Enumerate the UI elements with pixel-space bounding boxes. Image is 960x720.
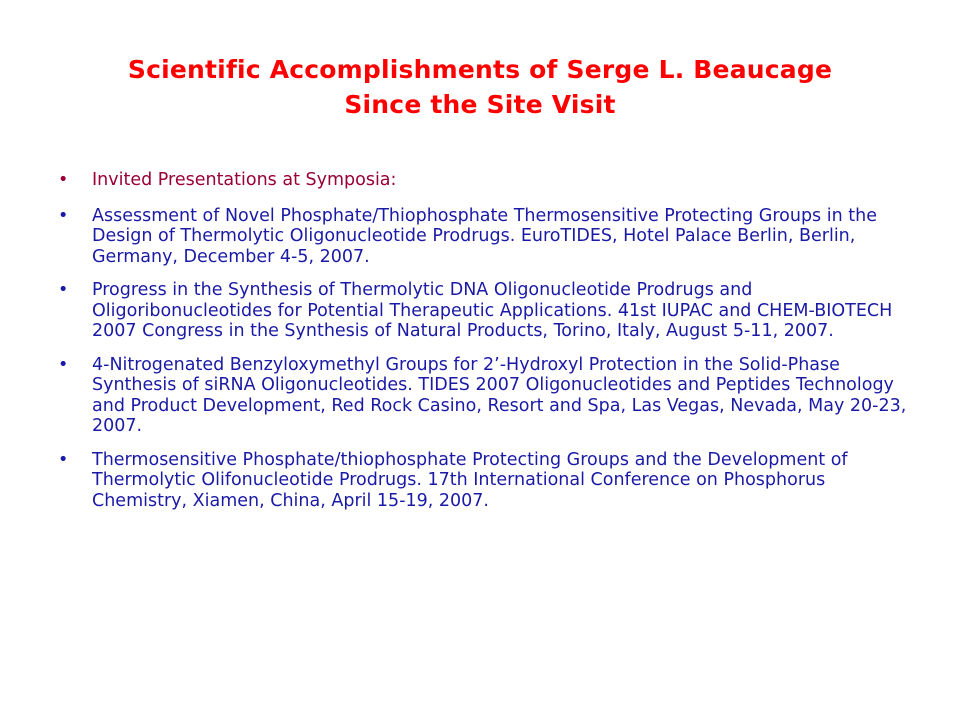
presentation-text: 4-Nitrogenated Benzyloxymethyl Groups for 2’-Hydroxyl Protection in the Solid-Phase Synthesis of siRNA Oligonucleotides. TIDES 2007 Oligonucleotides and Peptides Technology and Product Development, Red Rock Casino, Resort and Spa, Las Vegas, Nevada, May 20-23, 2007. [92, 354, 907, 436]
bullet-list [58, 170, 908, 524]
presentation-item [58, 355, 908, 437]
section-heading [58, 170, 908, 191]
presentation-text: Progress in the Synthesis of Thermolytic DNA Oligonucleotide Prodrugs and Oligoribonucleotides for Potential Therapeutic Applications. 41st IUPAC and CHEM-BIOTECH 2007 Congress in the Synthesis of Natural Products, Torino, Italy, August 5-11, 2007. [92, 280, 893, 341]
presentation-item [58, 450, 908, 512]
title-line-1: Scientific Accomplishments of Serge L. Beaucage [127, 55, 833, 84]
presentation-item [58, 280, 908, 342]
bullet-dot: • [58, 354, 69, 375]
bullet-dot: • [58, 449, 69, 470]
title-line-2: Since the Site Visit [344, 90, 616, 119]
presentation-text: Thermosensitive Phosphate/thiophosphate Protecting Groups and the Development of Thermolytic Olifonucleotide Prodrugs. 17th International Conference on Phosphorus Chemistry, Xiamen, China, April 15-19, 2007. [92, 449, 848, 511]
bullet-dot: • [58, 280, 69, 300]
section-heading-text: Invited Presentations at Symposia: [92, 170, 397, 190]
slide-title [60, 52, 900, 122]
bullet-dot: • [58, 170, 69, 190]
presentation-text: Assessment of Novel Phosphate/Thiophosphate Thermosensitive Protecting Groups in the Design of Thermolytic Oligonucleotide Prodrugs. EuroTIDES, Hotel Palace Berlin, Berlin, Germany, December 4-5, 2007. [92, 205, 877, 267]
bullet-dot: • [58, 205, 69, 226]
presentation-item [58, 206, 908, 268]
